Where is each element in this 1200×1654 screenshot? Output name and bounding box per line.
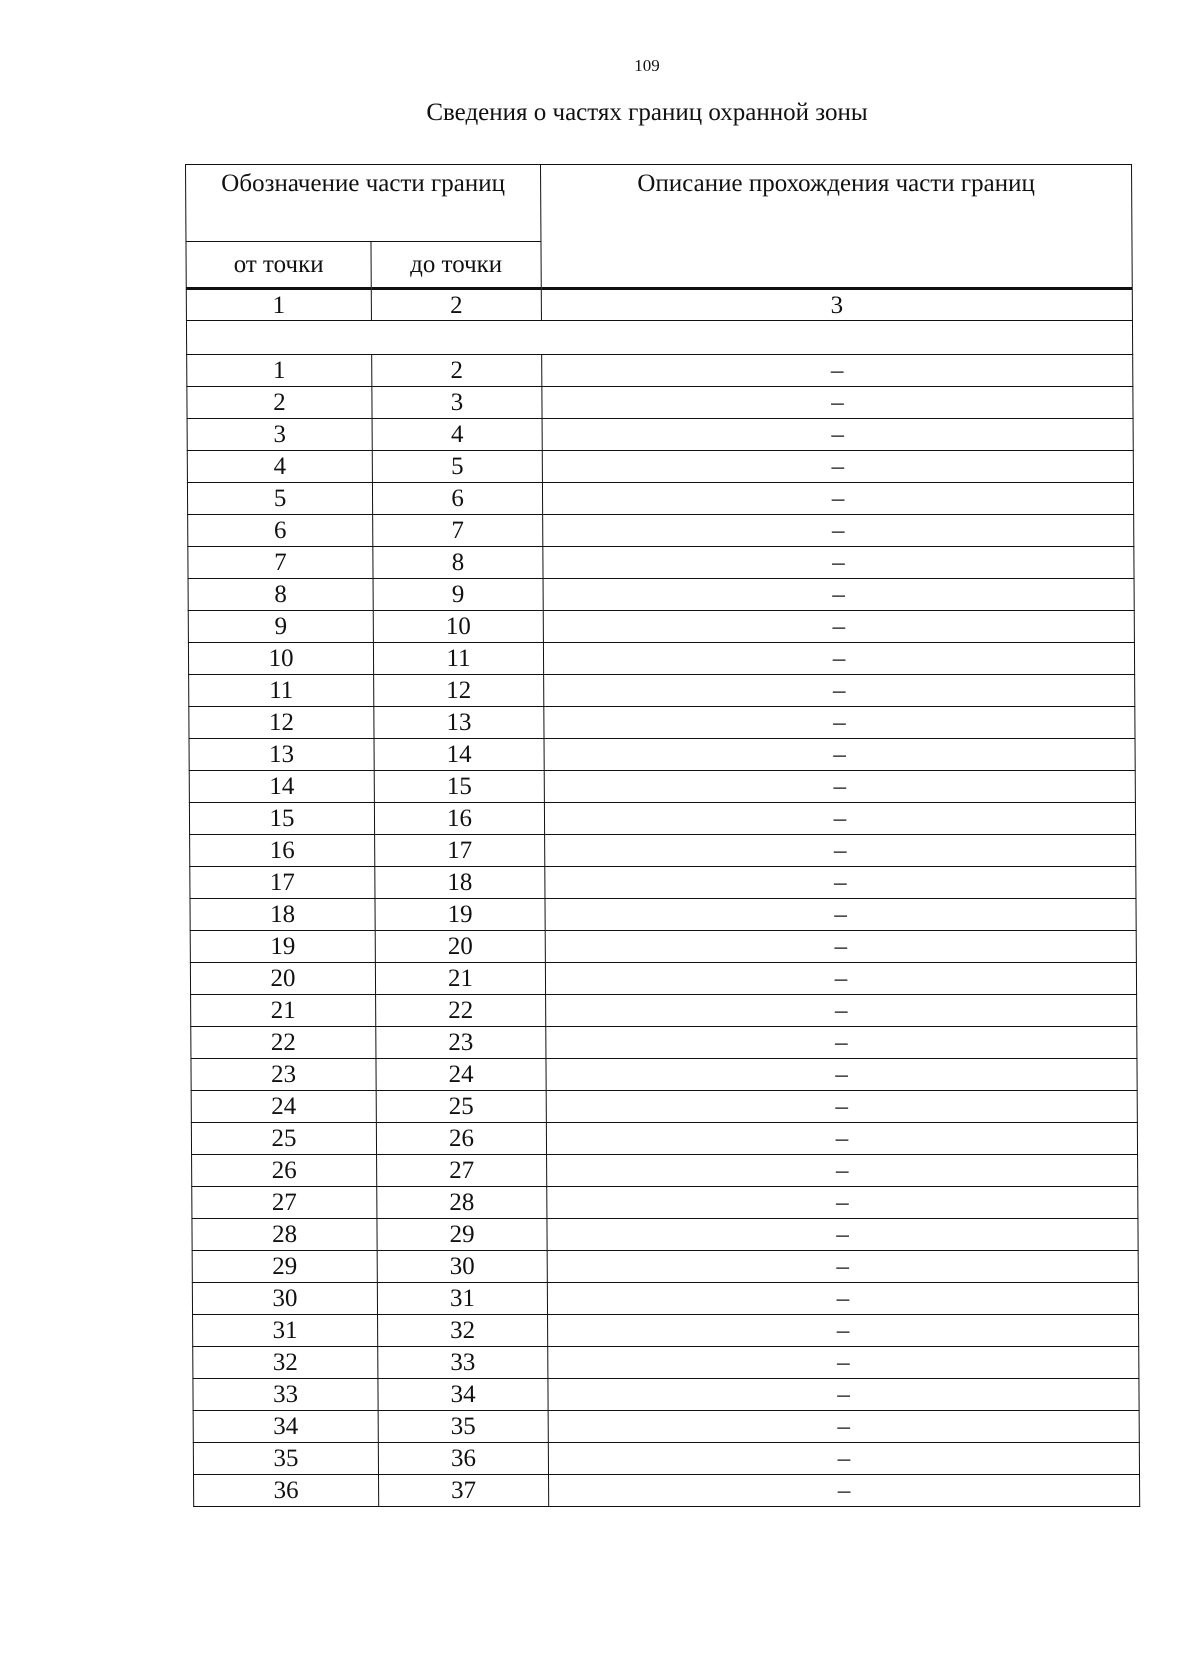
description-cell: – bbox=[549, 1475, 1140, 1507]
table-row bbox=[190, 931, 1136, 963]
header-boundary-description: Описание прохождения части границ bbox=[541, 165, 1133, 289]
table-row bbox=[187, 483, 1133, 515]
to-point-cell: 23 bbox=[376, 1027, 546, 1059]
from-point-cell: 3 bbox=[187, 419, 372, 451]
from-point-cell: 4 bbox=[187, 451, 372, 483]
table-row bbox=[190, 835, 1136, 867]
from-point-cell: 22 bbox=[191, 1027, 376, 1059]
from-point-cell: 29 bbox=[192, 1251, 377, 1283]
table-row bbox=[188, 547, 1134, 579]
description-cell: – bbox=[544, 771, 1135, 803]
description-cell: – bbox=[542, 451, 1133, 483]
from-point-cell: 32 bbox=[193, 1347, 378, 1379]
to-point-cell: 13 bbox=[374, 707, 544, 739]
description-cell: – bbox=[545, 867, 1136, 899]
from-point-cell: 34 bbox=[193, 1411, 378, 1443]
table-row bbox=[191, 1059, 1137, 1091]
to-point-cell: 36 bbox=[378, 1443, 548, 1475]
to-point-cell: 20 bbox=[375, 931, 545, 963]
from-point-cell: 9 bbox=[188, 611, 373, 643]
boundary-parts-table bbox=[185, 164, 1140, 1507]
table-row bbox=[193, 1443, 1139, 1475]
from-point-cell: 21 bbox=[191, 995, 376, 1027]
table-row bbox=[190, 963, 1136, 995]
page-number: 109 bbox=[634, 56, 660, 75]
to-point-cell: 11 bbox=[373, 643, 543, 675]
from-point-cell: 30 bbox=[192, 1283, 377, 1315]
to-point-cell: 10 bbox=[373, 611, 543, 643]
to-point-cell: 24 bbox=[376, 1059, 546, 1091]
to-point-cell: 5 bbox=[372, 451, 542, 483]
description-cell: – bbox=[543, 611, 1134, 643]
header-boundary-designation: Обозначение части границ bbox=[186, 165, 541, 242]
table-row bbox=[193, 1315, 1139, 1347]
table-row bbox=[192, 1155, 1138, 1187]
description-cell: – bbox=[545, 931, 1136, 963]
from-point-cell: 1 bbox=[187, 355, 372, 387]
table-row bbox=[191, 1123, 1137, 1155]
from-point-cell: 26 bbox=[192, 1155, 377, 1187]
to-point-cell: 12 bbox=[374, 675, 544, 707]
table-row bbox=[191, 995, 1137, 1027]
from-point-cell: 28 bbox=[192, 1219, 377, 1251]
to-point-cell: 21 bbox=[375, 963, 545, 995]
table-row bbox=[192, 1283, 1138, 1315]
to-point-cell: 18 bbox=[375, 867, 545, 899]
from-point-cell: 14 bbox=[189, 771, 374, 803]
table-row bbox=[189, 675, 1135, 707]
header-to-point: до точки bbox=[371, 242, 541, 289]
column-number-row bbox=[186, 289, 1132, 321]
from-point-cell: 23 bbox=[191, 1059, 376, 1091]
from-point-cell: 35 bbox=[193, 1443, 378, 1475]
description-cell: – bbox=[548, 1411, 1139, 1443]
from-point-cell: 5 bbox=[187, 483, 372, 515]
page-title: Сведения о частях границ охранной зоны bbox=[426, 99, 868, 126]
from-point-cell: 2 bbox=[187, 387, 372, 419]
table-row bbox=[193, 1379, 1139, 1411]
from-point-cell: 16 bbox=[190, 835, 375, 867]
section-label bbox=[186, 321, 1132, 355]
column-number: 2 bbox=[371, 289, 541, 321]
to-point-cell: 6 bbox=[372, 483, 542, 515]
table-row bbox=[190, 899, 1136, 931]
table-row bbox=[189, 771, 1135, 803]
description-cell: – bbox=[547, 1219, 1138, 1251]
description-cell: – bbox=[548, 1347, 1139, 1379]
from-point-cell: 36 bbox=[194, 1475, 379, 1507]
description-cell: – bbox=[544, 675, 1135, 707]
table-row bbox=[190, 867, 1136, 899]
description-cell: – bbox=[543, 547, 1134, 579]
from-point-cell: 17 bbox=[190, 867, 375, 899]
table-row bbox=[189, 707, 1135, 739]
to-point-cell: 8 bbox=[373, 547, 543, 579]
to-point-cell: 4 bbox=[372, 419, 542, 451]
from-point-cell: 8 bbox=[188, 579, 373, 611]
description-cell: – bbox=[548, 1315, 1139, 1347]
table-row bbox=[189, 739, 1135, 771]
from-point-cell: 15 bbox=[189, 803, 374, 835]
table-row bbox=[191, 1091, 1137, 1123]
table-row bbox=[192, 1251, 1138, 1283]
from-point-cell: 27 bbox=[192, 1187, 377, 1219]
description-cell: – bbox=[547, 1155, 1138, 1187]
description-cell: – bbox=[543, 579, 1134, 611]
from-point-cell: 24 bbox=[191, 1091, 376, 1123]
to-point-cell: 7 bbox=[373, 515, 543, 547]
description-cell: – bbox=[548, 1443, 1139, 1475]
column-number: 1 bbox=[186, 289, 371, 321]
description-cell: – bbox=[546, 1123, 1137, 1155]
table-row bbox=[191, 1027, 1137, 1059]
to-point-cell: 15 bbox=[374, 771, 544, 803]
table-row bbox=[194, 1475, 1140, 1507]
to-point-cell: 19 bbox=[375, 899, 545, 931]
description-cell: – bbox=[547, 1283, 1138, 1315]
to-point-cell: 3 bbox=[372, 387, 542, 419]
from-point-cell: 13 bbox=[189, 739, 374, 771]
to-point-cell: 2 bbox=[372, 355, 542, 387]
to-point-cell: 27 bbox=[377, 1155, 547, 1187]
table-row bbox=[192, 1219, 1138, 1251]
to-point-cell: 32 bbox=[378, 1315, 548, 1347]
to-point-cell: 30 bbox=[377, 1251, 547, 1283]
header-row bbox=[186, 165, 1132, 242]
to-point-cell: 31 bbox=[377, 1283, 547, 1315]
description-cell: – bbox=[547, 1187, 1138, 1219]
table-row bbox=[188, 579, 1134, 611]
from-point-cell: 31 bbox=[193, 1315, 378, 1347]
from-point-cell: 7 bbox=[188, 547, 373, 579]
description-cell: – bbox=[545, 963, 1136, 995]
description-cell: – bbox=[546, 1027, 1137, 1059]
section-row bbox=[186, 321, 1132, 355]
description-cell: – bbox=[546, 1059, 1137, 1091]
table-row bbox=[188, 643, 1134, 675]
to-point-cell: 33 bbox=[378, 1347, 548, 1379]
to-point-cell: 16 bbox=[374, 803, 544, 835]
to-point-cell: 22 bbox=[376, 995, 546, 1027]
from-point-cell: 33 bbox=[193, 1379, 378, 1411]
from-point-cell: 11 bbox=[189, 675, 374, 707]
to-point-cell: 25 bbox=[376, 1091, 546, 1123]
from-point-cell: 10 bbox=[188, 643, 373, 675]
to-point-cell: 35 bbox=[378, 1411, 548, 1443]
table-row bbox=[188, 515, 1134, 547]
table-row bbox=[189, 803, 1135, 835]
to-point-cell: 34 bbox=[378, 1379, 548, 1411]
description-cell: – bbox=[542, 355, 1133, 387]
from-point-cell: 12 bbox=[189, 707, 374, 739]
description-cell: – bbox=[544, 739, 1135, 771]
to-point-cell: 29 bbox=[377, 1219, 547, 1251]
to-point-cell: 28 bbox=[377, 1187, 547, 1219]
description-cell: – bbox=[548, 1379, 1139, 1411]
description-cell: – bbox=[542, 483, 1133, 515]
table-row bbox=[188, 611, 1134, 643]
column-number: 3 bbox=[541, 289, 1132, 321]
table-row bbox=[187, 451, 1133, 483]
description-cell: – bbox=[545, 899, 1136, 931]
to-point-cell: 37 bbox=[379, 1475, 549, 1507]
description-cell: – bbox=[546, 995, 1137, 1027]
header-from-point: от точки bbox=[186, 242, 371, 289]
to-point-cell: 26 bbox=[376, 1123, 546, 1155]
description-cell: – bbox=[544, 803, 1135, 835]
description-cell: – bbox=[542, 387, 1133, 419]
from-point-cell: 18 bbox=[190, 899, 375, 931]
from-point-cell: 6 bbox=[188, 515, 373, 547]
description-cell: – bbox=[546, 1091, 1137, 1123]
to-point-cell: 17 bbox=[375, 835, 545, 867]
description-cell: – bbox=[543, 643, 1134, 675]
from-point-cell: 25 bbox=[191, 1123, 376, 1155]
from-point-cell: 20 bbox=[190, 963, 375, 995]
table-row bbox=[187, 355, 1133, 387]
table-row bbox=[193, 1347, 1139, 1379]
table-row bbox=[187, 419, 1133, 451]
to-point-cell: 9 bbox=[373, 579, 543, 611]
description-cell: – bbox=[545, 835, 1136, 867]
description-cell: – bbox=[542, 419, 1133, 451]
to-point-cell: 14 bbox=[374, 739, 544, 771]
description-cell: – bbox=[547, 1251, 1138, 1283]
table-row bbox=[192, 1187, 1138, 1219]
table-row bbox=[193, 1411, 1139, 1443]
from-point-cell: 19 bbox=[190, 931, 375, 963]
description-cell: – bbox=[544, 707, 1135, 739]
description-cell: – bbox=[543, 515, 1134, 547]
table-row bbox=[187, 387, 1133, 419]
